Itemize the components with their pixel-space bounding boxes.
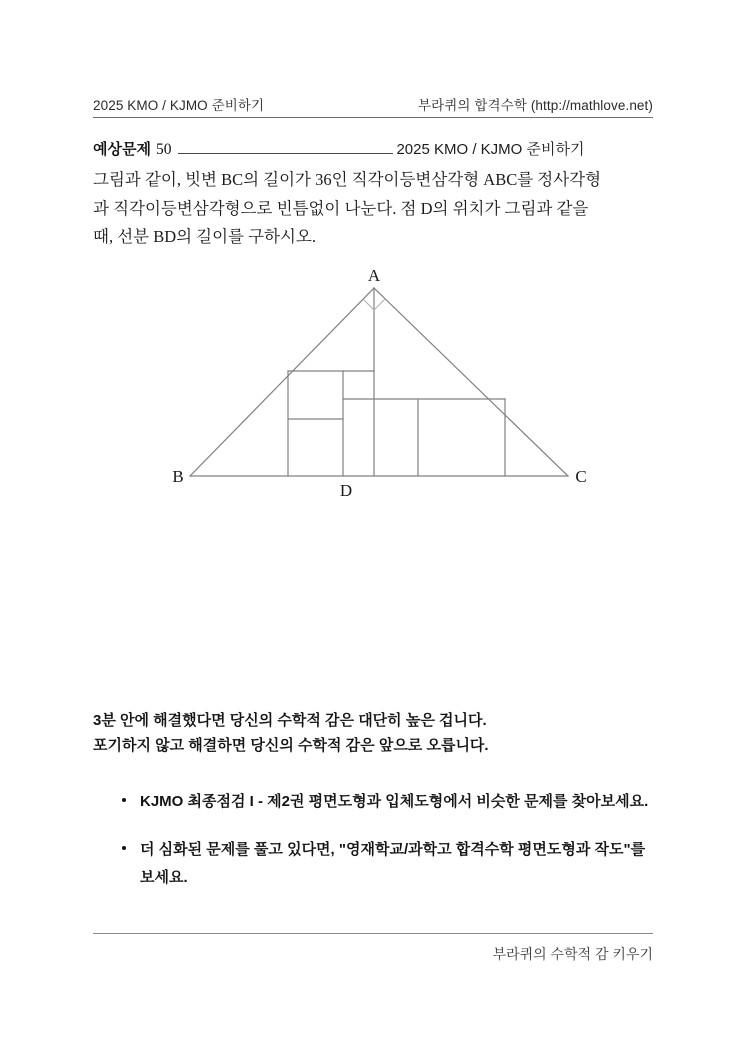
list-item: [118, 836, 663, 892]
vertex-label-b: B: [172, 467, 184, 486]
problem-statement: [93, 166, 659, 252]
problem-right-title: 2025 KMO / KJMO 준비하기: [396, 141, 585, 158]
triangle-side-AC: [374, 288, 568, 476]
problem-body-line-2: 과 직각이등변삼각형으로 빈틈없이 나눈다. 점 D의 위치가 그림과 같을: [93, 198, 589, 218]
bullet-dot-icon: [122, 798, 126, 802]
vertex-label-d: D: [339, 481, 353, 500]
header-left-text: 2025 KMO / KJMO 준비하기: [93, 98, 265, 113]
closing-line-1: 3분 안에 해결했다면 당신의 수학적 감은 대단히 높은 겁니다.: [93, 712, 487, 729]
page-header: [93, 94, 653, 114]
bullet-dot-icon: [122, 846, 126, 850]
footer-divider: [93, 933, 653, 934]
closing-line-2: 포기하지 않고 해결하면 당신의 수학적 감은 앞으로 오릅니다.: [93, 737, 489, 754]
problem-title-rule: [178, 152, 393, 154]
list-item: [118, 788, 663, 816]
problem-title-line: [93, 138, 653, 160]
vertex-label-a: A: [367, 266, 381, 285]
closing-message: [93, 708, 663, 758]
problem-body-line-3: 때, 선분 BD의 길이를 구하시오.: [93, 227, 317, 246]
page-footer: [93, 944, 653, 964]
list-item-text: KJMO 최종점검 I - 제2권 평면도형과 입체도형에서 비슷한 문제를 찾아보세요.: [140, 793, 649, 810]
header-right-text: 부라퀴의 합격수학 (http://mathlove.net): [418, 98, 653, 113]
vertex-label-c: C: [575, 467, 587, 486]
list-item-text: 더 심화된 문제를 풀고 있다면, "영재학교/과학고 합격수학 평면도형과 작도"를 보세요.: [140, 841, 646, 886]
problem-body-line-1: 그림과 같이, 빗변 BC의 길이가 36인 직각이등변삼각형 ABC를 정사각형: [93, 170, 602, 189]
problem-label: 예상문제: [93, 141, 151, 158]
geometry-figure: [0, 262, 743, 502]
header-divider: [93, 117, 653, 118]
problem-number: 50: [155, 141, 172, 158]
figure-svg: [0, 262, 743, 502]
recommendation-list: [118, 788, 663, 912]
triangle-side-AB: [190, 288, 374, 476]
footer-text: 부라퀴의 수학적 감 키우기: [492, 946, 653, 962]
